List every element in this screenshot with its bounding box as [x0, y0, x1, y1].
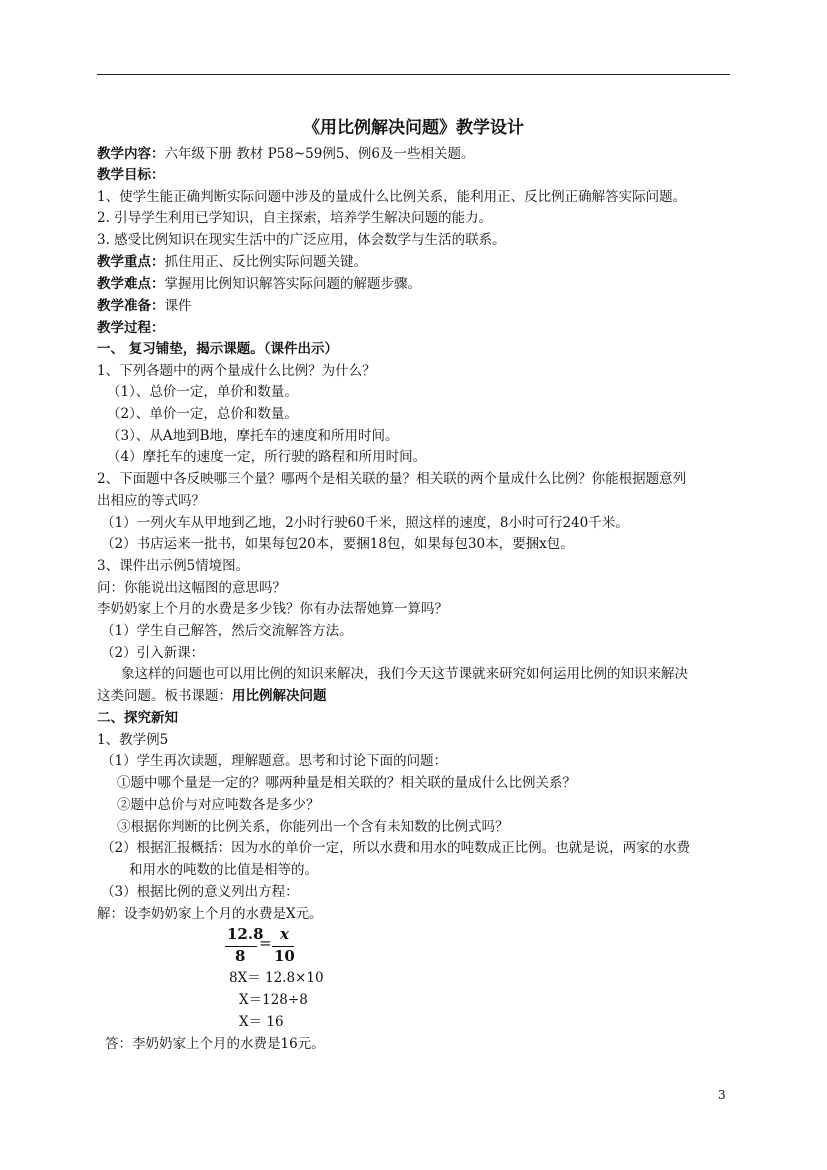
key-point-line	[97, 253, 367, 271]
header-rule	[97, 74, 730, 75]
goal-2: 2. 引导学生利用已学知识，自主探索，培养学生解决问题的能力。	[97, 210, 493, 226]
equation-step-2: X＝128÷8	[239, 992, 308, 1008]
example-step-1c: ③根据你判断的比例关系，你能列出一个含有未知数的比例式吗？	[117, 819, 509, 835]
question-2b: （2）书店运来一批书，如果每包20本，要捆18包，如果每包30本，要捆x包。	[101, 536, 574, 552]
section-2-heading: 二、探究新知	[97, 710, 178, 726]
example-heading: 1、教学例5	[97, 732, 169, 748]
goals-label: 教学目标：	[97, 167, 165, 183]
solution-line: 解：设李奶奶家上个月的水费是X元。	[97, 906, 323, 922]
fraction-numerator-right: x	[280, 925, 289, 943]
equation-step-1: 8X＝ 12.8×10	[229, 970, 324, 986]
key-label: 教学重点：	[97, 254, 165, 270]
section-1-heading: 一、 复习铺垫，揭示课题。（课件出示）	[97, 341, 338, 357]
content-label: 教学内容：	[97, 146, 165, 162]
ask-2: 李奶奶家上个月的水费是多少钱？你有办法帮她算一算吗？	[97, 601, 448, 617]
key-text: 抓住用正、反比例实际问题关键。	[164, 254, 367, 270]
example-step-2-line-2: 和用水的吨数的比值是相等的。	[129, 862, 318, 878]
difficulty-label: 教学难点：	[97, 276, 165, 292]
intro-text: 这类问题。板书课题：	[97, 688, 232, 704]
process-label: 教学过程：	[97, 320, 165, 336]
prep-line	[97, 297, 192, 315]
step-2: （2）引入新课：	[101, 645, 205, 661]
example-step-1: （1）学生再次读题，理解题意。思考和讨论下面的问题：	[101, 753, 448, 769]
answer-line: 答：李奶奶家上个月的水费是16元。	[105, 1036, 325, 1052]
question-2-line-2: 出相应的等式吗？	[97, 493, 205, 509]
question-2a: （1）一列火车从甲地到乙地，2小时行驶60千米，照这样的速度，8小时可行240千米。	[101, 515, 629, 531]
intro-line-2	[97, 687, 327, 705]
example-step-2-line-1: （2）根据汇报概括：因为水的单价一定，所以水费和用水的吨数成正比例。也就是说，两家的水费	[101, 840, 691, 856]
equals-sign: =	[259, 934, 272, 952]
fraction-denominator-left: 8	[235, 947, 246, 965]
fraction-denominator-right: 10	[274, 947, 295, 965]
question-1a: （1）、总价一定，单价和数量。	[107, 384, 298, 400]
prep-text: 课件	[164, 298, 192, 314]
page-title: 《用比例解决问题》教学设计	[303, 118, 524, 138]
equation-step-3: X＝ 16	[239, 1014, 284, 1030]
page-number: 3	[718, 1088, 726, 1102]
example-step-1a: ①题中哪个量是一定的？哪两种量是相关联的？相关联的量成什么比例关系？	[117, 775, 576, 791]
prep-label: 教学准备：	[97, 298, 165, 314]
goal-3: 3. 感受比例知识在现实生活中的广泛应用，体会数学与生活的联系。	[97, 232, 506, 248]
fraction-numerator-left: 12.8	[227, 925, 264, 943]
question-1b: （2）、单价一定，总价和数量。	[107, 406, 298, 422]
content-line	[97, 145, 475, 163]
question-1c: （3）、从A地到B地，摩托车的速度和所用时间。	[107, 428, 399, 444]
question-1: 1、下列各题中的两个量成什么比例？为什么？	[97, 363, 376, 379]
ask-1: 问：你能说出这幅图的意思吗？	[97, 580, 286, 596]
proportion-equation	[225, 925, 295, 967]
difficulty-line	[97, 275, 421, 293]
example-step-1b: ②题中总价与对应吨数各是多少？	[117, 797, 320, 813]
step-1: （1）学生自己解答，然后交流解答方法。	[101, 623, 353, 639]
content-text: 六年级下册 教材 P58~59例5、例6及一些相关题。	[164, 146, 475, 162]
difficulty-text: 掌握用比例知识解答实际问题的解题步骤。	[164, 276, 421, 292]
intro-line-1: 象这样的问题也可以用比例的知识来解决，我们今天这节课就来研究如何运用比例的知识来解决	[121, 666, 688, 682]
question-2-line-1: 2、下面题中各反映哪三个量？哪两个是相关联的量？相关联的两个量成什么比例？你能根据题意列	[97, 471, 687, 487]
question-3: 3、课件出示例5情境图。	[97, 558, 250, 574]
goal-1: 1、使学生能正确判断实际问题中涉及的量成什么比例关系，能利用正、反比例正确解答实际问题。	[97, 189, 687, 205]
lesson-topic: 用比例解决问题	[232, 688, 327, 704]
question-1d: （4）摩托车的速度一定，所行驶的路程和所用时间。	[107, 449, 427, 465]
example-step-3: （3）根据比例的意义列出方程：	[101, 884, 299, 900]
